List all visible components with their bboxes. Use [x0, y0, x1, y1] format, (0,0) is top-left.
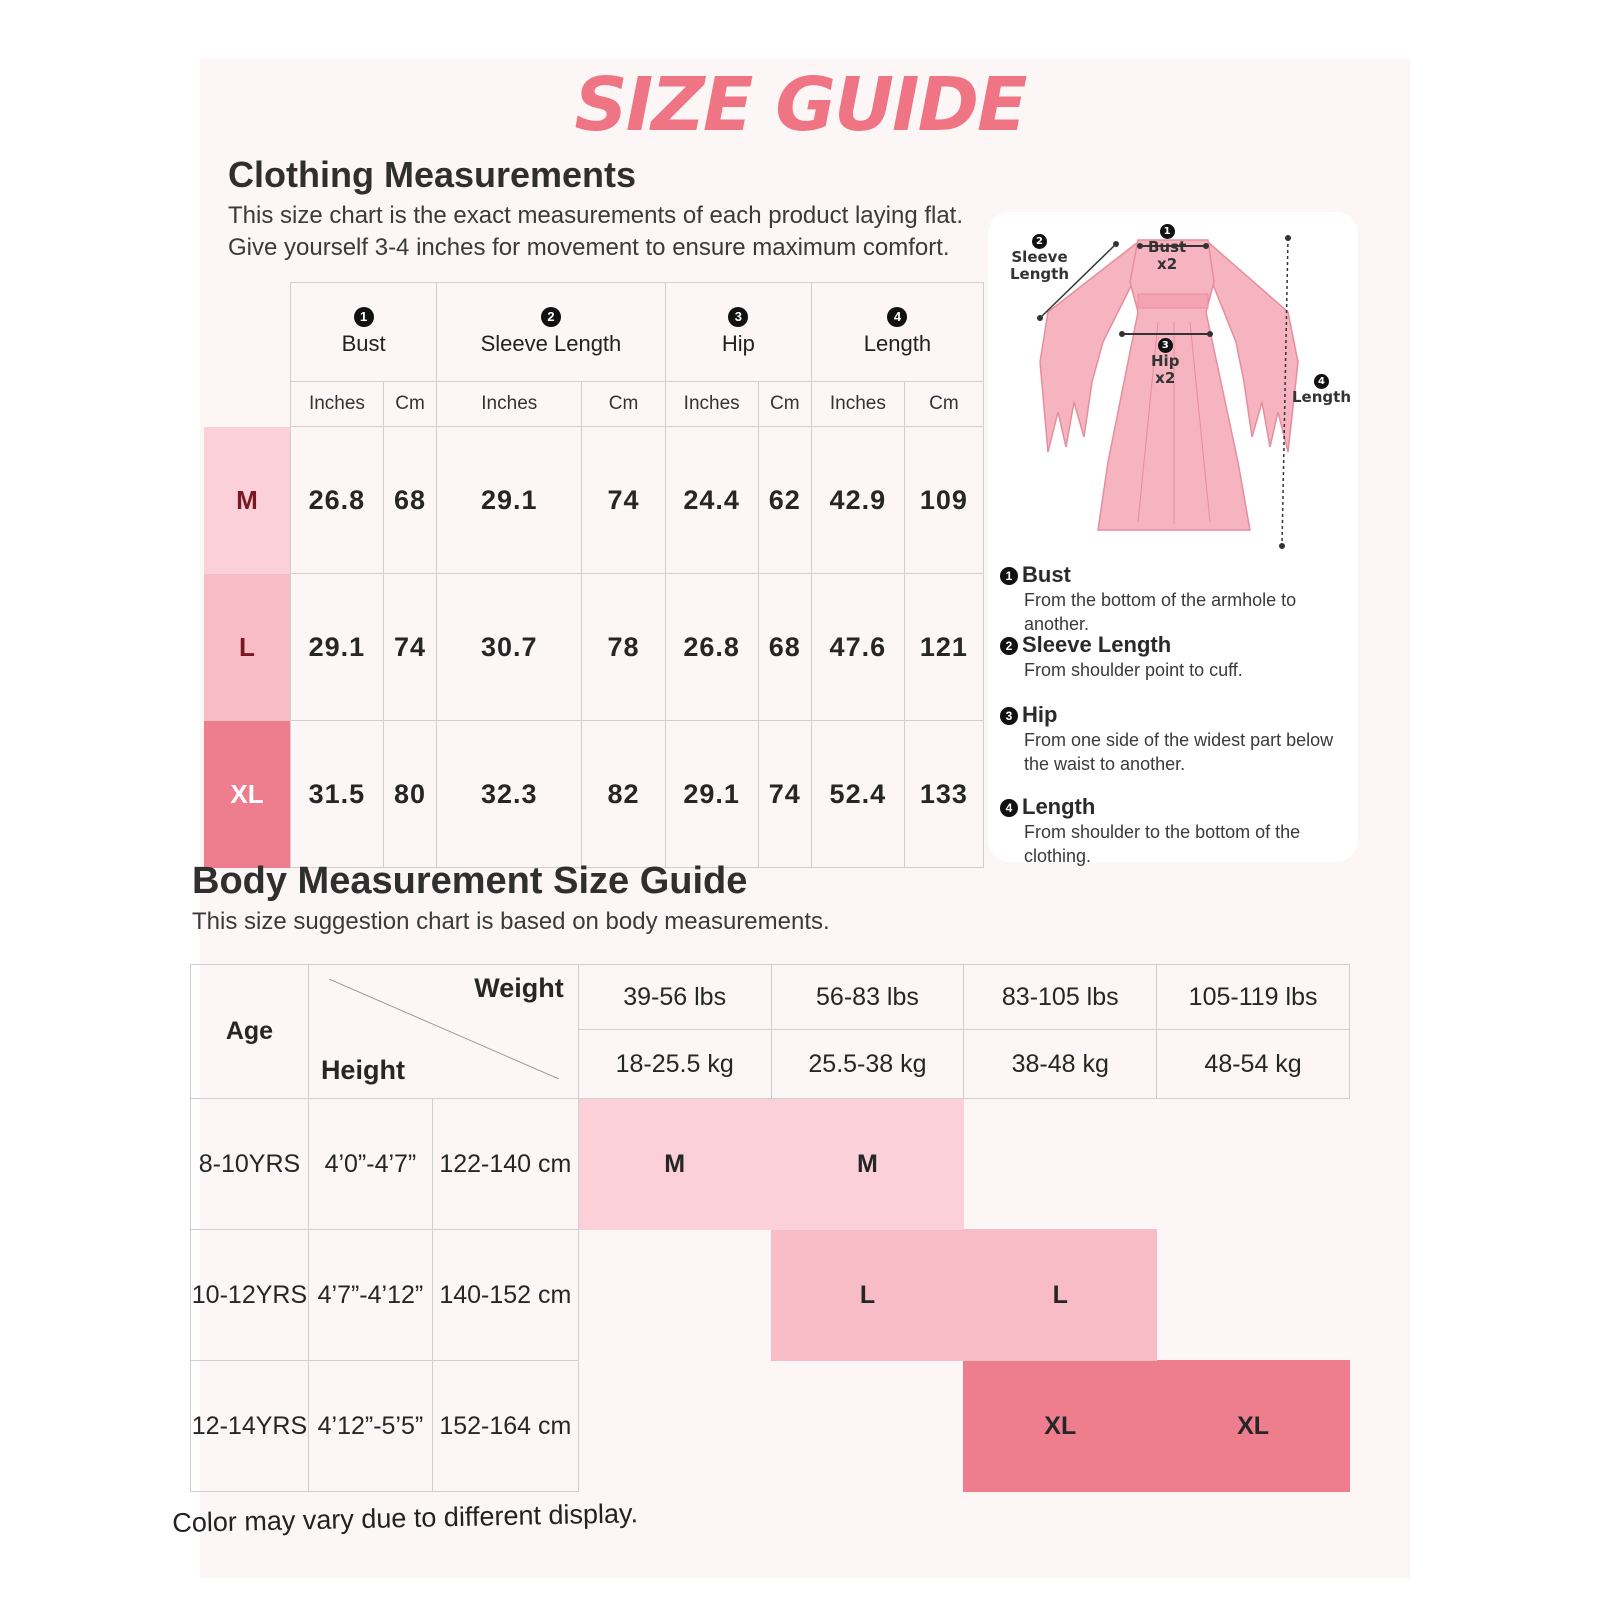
height-header: Height: [320, 1055, 405, 1085]
table-cell: 78: [582, 574, 665, 721]
table-cell: 68: [383, 427, 436, 574]
footer-note: Color may vary due to different display.: [172, 1498, 639, 1538]
table-cell: 32.3: [437, 721, 582, 868]
sleeve-measure-end: [1113, 241, 1119, 247]
diagram-text: Sleeve: [1011, 248, 1068, 266]
body-heading: Body Measurement Size Guide: [192, 860, 748, 902]
table-row: [191, 1230, 1350, 1361]
empty-cell: [771, 1361, 964, 1492]
empty-cell: [964, 1099, 1157, 1230]
table-row: [191, 1099, 1350, 1230]
diagram-text: x2: [1157, 255, 1178, 273]
height-cm-cell: 152-164 cm: [432, 1361, 578, 1492]
group-header-bust: [291, 283, 437, 382]
diagram-text: Length: [1010, 265, 1069, 283]
table-cell: 74: [758, 721, 811, 868]
sleeve-measure-end: [1037, 315, 1043, 321]
table-cell: 29.1: [437, 427, 582, 574]
definition-text: From one side of the widest part below the waist to another.: [1024, 730, 1334, 774]
size-cell-m: M: [578, 1099, 771, 1230]
age-cell: 10-12YRS: [191, 1230, 309, 1361]
number-badge: 4: [1000, 799, 1018, 817]
size-cell-xl: XL: [964, 1361, 1157, 1492]
table-cell: 74: [582, 427, 665, 574]
weight-kg-cell: 18-25.5 kg: [578, 1030, 771, 1099]
number-badge: 1: [1160, 224, 1175, 239]
table-cell: 62: [758, 427, 811, 574]
table-cell: 121: [904, 574, 983, 721]
height-cm-cell: 140-152 cm: [432, 1230, 578, 1361]
number-badge: 2: [541, 307, 561, 327]
unit-cm: Cm: [383, 382, 436, 427]
table-cell: 52.4: [811, 721, 904, 868]
group-label: Sleeve Length: [480, 331, 622, 356]
diagram-text: Bust: [1148, 238, 1187, 256]
height-cm-cell: 122-140 cm: [432, 1099, 578, 1230]
definition-sleeve-length: [1000, 632, 1360, 682]
empty-cell: [1157, 1230, 1350, 1361]
waist-band: [1138, 294, 1208, 308]
definition-term: Length: [1022, 794, 1096, 819]
weight-lbs-row: [191, 965, 1350, 1030]
number-badge: 1: [354, 307, 374, 327]
definition-term: Sleeve Length: [1022, 632, 1172, 657]
unit-inches: Inches: [437, 382, 582, 427]
age-cell: 12-14YRS: [191, 1361, 309, 1492]
table-cell: 68: [758, 574, 811, 721]
number-badge: 4: [1314, 374, 1329, 389]
weight-lbs-cell: 39-56 lbs: [578, 965, 771, 1030]
unit-cm: Cm: [758, 382, 811, 427]
height-ft-cell: 4’0”-4’7”: [308, 1099, 432, 1230]
table-cell: 30.7: [437, 574, 582, 721]
number-badge: 3: [1158, 338, 1173, 353]
clothing-desc-line-2: Give yourself 3-4 inches for movement to ensure maximum comfort.: [228, 234, 950, 261]
size-cell-xl: XL: [1157, 1361, 1350, 1492]
page-title: SIZE GUIDE: [574, 62, 1026, 148]
table-cell: 26.8: [291, 427, 384, 574]
group-label: Hip: [721, 331, 755, 356]
table-cell: 80: [383, 721, 436, 868]
table-cell: 74: [383, 574, 436, 721]
table-row: [204, 721, 984, 868]
empty-cell: [578, 1361, 771, 1492]
table-row: [204, 427, 984, 574]
bust-measure-end: [1203, 243, 1209, 249]
group-label: Length: [863, 331, 932, 356]
definition-term: Hip: [1022, 702, 1058, 727]
table-cell: 109: [904, 427, 983, 574]
number-badge: 2: [1000, 637, 1018, 655]
body-description: This size suggestion chart is based on body measurements.: [192, 908, 830, 935]
definition-hip: [1000, 702, 1360, 776]
number-badge: 3: [728, 307, 748, 327]
age-header: Age: [191, 965, 309, 1099]
number-badge: 2: [1032, 234, 1047, 249]
definition-text: From the bottom of the armhole to another.: [1024, 590, 1297, 634]
table-cell: 29.1: [665, 721, 758, 868]
table-cell: 82: [582, 721, 665, 868]
age-cell: 8-10YRS: [191, 1099, 309, 1230]
hip-measure-end: [1119, 331, 1125, 337]
length-measure-end: [1285, 235, 1291, 241]
hip-measure-end: [1207, 331, 1213, 337]
unit-inches: Inches: [291, 382, 384, 427]
table-cell: 24.4: [665, 427, 758, 574]
diagram-label-sleeve: [1010, 234, 1069, 283]
group-header-row: [204, 283, 984, 382]
group-header-length: [811, 283, 983, 382]
size-label-l: L: [204, 574, 291, 721]
weight-kg-cell: 48-54 kg: [1157, 1030, 1350, 1099]
table-row: [204, 574, 984, 721]
definition-length: [1000, 794, 1360, 868]
diagram-label-hip: [1151, 338, 1179, 387]
size-cell-m: M: [771, 1099, 964, 1230]
size-label-m: M: [204, 427, 291, 574]
group-header-sleeve-length: [437, 283, 666, 382]
clothing-description: [228, 200, 963, 264]
definition-term: Bust: [1022, 562, 1071, 587]
empty-cell: [578, 1230, 771, 1361]
table-cell: 42.9: [811, 427, 904, 574]
clothing-heading: Clothing Measurements: [228, 154, 637, 195]
group-label: Bust: [341, 331, 386, 356]
weight-kg-cell: 25.5-38 kg: [771, 1030, 964, 1099]
definition-text: From shoulder point to cuff.: [1024, 660, 1243, 680]
weight-lbs-cell: 105-119 lbs: [1157, 965, 1350, 1030]
diagram-text: x2: [1155, 369, 1176, 387]
table-cell: 26.8: [665, 574, 758, 721]
weight-height-header: [308, 965, 578, 1099]
bust-measure-end: [1137, 243, 1143, 249]
clothing-desc-line-1: This size chart is the exact measurements of each product laying flat.: [228, 202, 964, 229]
height-ft-cell: 4’7”-4’12”: [308, 1230, 432, 1361]
empty-cell: [1157, 1099, 1350, 1230]
unit-inches: Inches: [811, 382, 904, 427]
definition-bust: [1000, 562, 1360, 636]
size-label-xl: XL: [204, 721, 291, 868]
height-ft-cell: 4’12”-5’5”: [308, 1361, 432, 1492]
weight-lbs-cell: 56-83 lbs: [771, 965, 964, 1030]
table-row: [191, 1361, 1350, 1492]
body-measurement-table: [190, 964, 1350, 1492]
number-badge: 4: [887, 307, 907, 327]
table-cell: 47.6: [811, 574, 904, 721]
table-cell: 29.1: [291, 574, 384, 721]
unit-cm: Cm: [582, 382, 665, 427]
unit-inches: Inches: [665, 382, 758, 427]
weight-header: Weight: [474, 973, 564, 1003]
diagram-text: Hip: [1151, 352, 1180, 370]
size-cell-l: L: [771, 1230, 964, 1361]
corner-cell: [204, 283, 291, 427]
table-cell: 31.5: [291, 721, 384, 868]
weight-lbs-cell: 83-105 lbs: [964, 965, 1157, 1030]
unit-cm: Cm: [904, 382, 983, 427]
diagram-label-length: [1292, 374, 1351, 406]
number-badge: 1: [1000, 567, 1018, 585]
diagram-text: Length: [1292, 388, 1351, 406]
unit-header-row: [204, 382, 984, 427]
table-cell: 133: [904, 721, 983, 868]
number-badge: 3: [1000, 707, 1018, 725]
weight-kg-cell: 38-48 kg: [964, 1030, 1157, 1099]
clothing-measurements-table: [204, 282, 984, 868]
size-cell-l: L: [964, 1230, 1157, 1361]
definition-text: From shoulder to the bottom of the clothing.: [1024, 822, 1301, 866]
group-header-hip: [665, 283, 811, 382]
length-measure-end: [1279, 543, 1285, 549]
diagram-label-bust: [1148, 224, 1186, 273]
